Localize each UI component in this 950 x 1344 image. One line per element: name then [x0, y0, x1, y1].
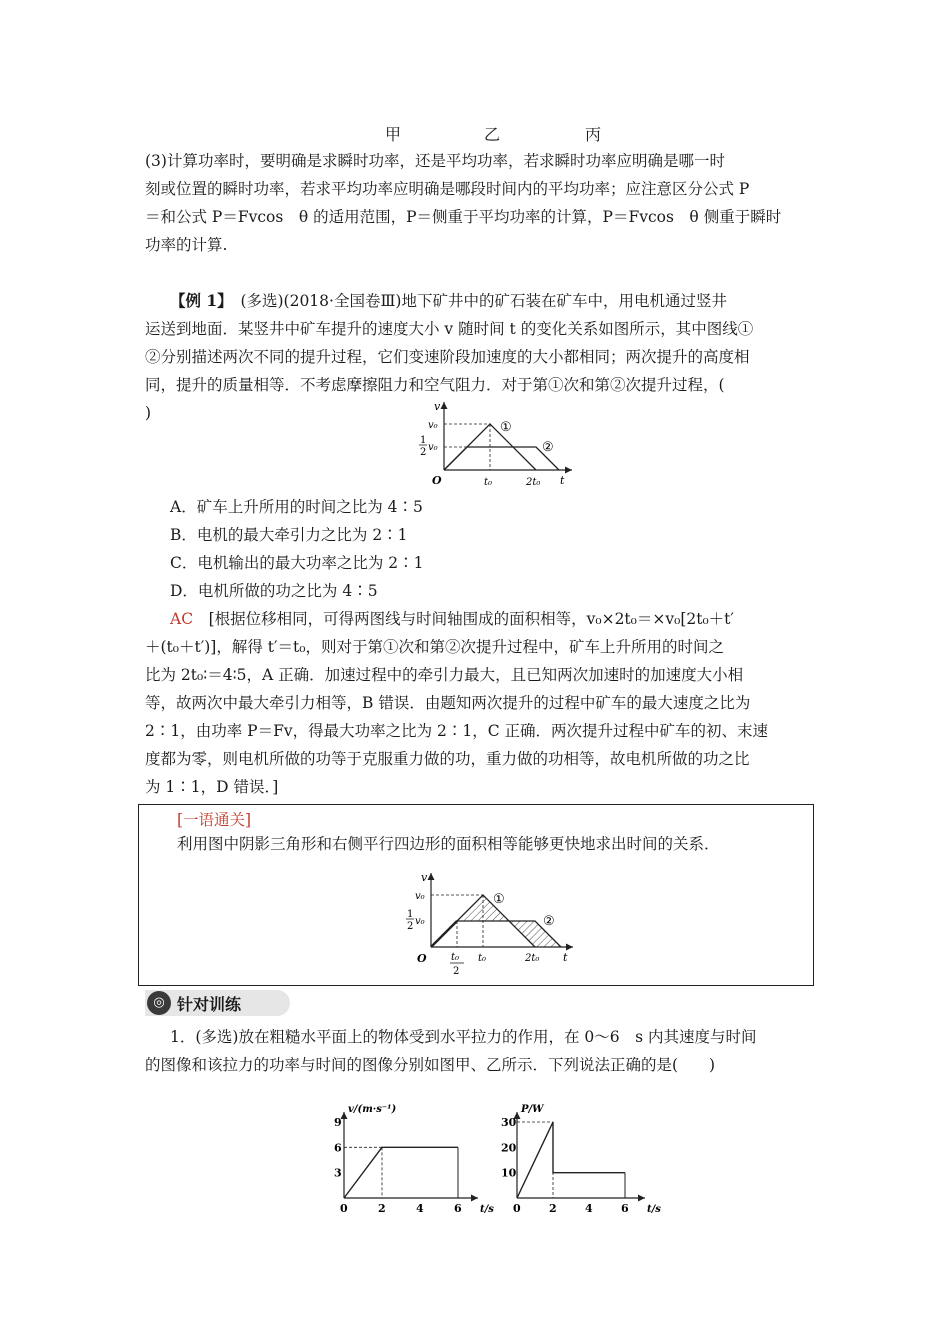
y-axis-label: v/(m·s⁻¹): [348, 1104, 397, 1115]
option-a: A．矿车上升所用的时间之比为 4∶5: [170, 498, 423, 516]
answer-text: [根据位移相同，可得两图线与时间轴围成的面积相等，v₀×2t₀＝×v₀[2t₀＋t′: [193, 610, 734, 628]
x-tick-label: 2: [549, 1202, 557, 1215]
tick-2t0: 2t₀: [526, 477, 541, 488]
curve-label-1: ①: [493, 892, 505, 907]
vt-graph-1: [410, 398, 580, 490]
x-tick-label: 0: [340, 1202, 348, 1215]
option-c: C．电机输出的最大功率之比为 2∶1: [170, 554, 424, 572]
chart-velocity: [312, 1104, 494, 1215]
series-line: [517, 1122, 625, 1198]
x-tick-label: 0: [513, 1202, 521, 1215]
caption-bing: 丙: [585, 125, 602, 144]
x-label: t: [563, 951, 568, 964]
x-tick-label: 4: [416, 1202, 424, 1215]
answer-key: AC: [170, 610, 194, 628]
x-label: t: [560, 474, 565, 487]
origin-label: O: [432, 474, 442, 487]
example-line: 同，提升的质量相等．不考虑摩擦阻力和空气阻力．对于第①次和第②次提升过程，(: [145, 376, 725, 394]
x-axis-label: t/s: [480, 1204, 494, 1215]
y-tick-label: 10: [501, 1166, 517, 1180]
tip-text: 利用图中阴影三角形和右侧平行四边形的面积相等能够更快地求出时间的关系．: [177, 835, 720, 853]
answer-line: 比为 2t₀∶＝4∶5，A 正确．加速过程中的牵引力最大，且已知两次加速时的加速度大小相: [145, 666, 744, 684]
example-text: (多选)(2018·全国卷Ⅲ)地下矿井中的矿石装在矿车中，用电机通过竖井: [224, 292, 727, 310]
answer-line: 2∶1，由功率 P＝Fv，得最大功率之比为 2∶1，C 正确．两次提升过程中矿车的初、末速: [145, 722, 769, 740]
half-num: 1: [407, 909, 414, 920]
answer-line: 度都为零，则电机所做的功等于克服重力做的功，重力做的功相等，故电机所做的功之比: [145, 750, 750, 768]
answer-line: 为 1∶1，D 错误．]: [145, 778, 279, 796]
y-tick-label: 30: [501, 1116, 517, 1129]
curve-label-2: ②: [543, 914, 555, 929]
example-line: 运送到地面．某竖井中矿车提升的速度大小 v 随时间 t 的变化关系如图所示，其中图线①: [145, 320, 754, 338]
section-badge: [145, 990, 290, 1016]
tick-t0: t₀: [478, 953, 487, 964]
q1-line: 1．(多选)放在粗糙水平面上的物体受到水平拉力的作用，在 0～6 s 内其速度与时间: [170, 1028, 757, 1046]
para3-line: (3)计算功率时，要明确是求瞬时功率，还是平均功率，若求瞬时功率应明确是哪一时: [145, 152, 725, 170]
half-num: 1: [420, 435, 427, 446]
x-tick-label: 6: [454, 1202, 462, 1215]
para3-line: 功率的计算.: [145, 236, 228, 254]
series-line: [344, 1147, 458, 1198]
y-tick-label: 20: [501, 1141, 517, 1155]
v0-label: v₀: [428, 442, 438, 453]
tick-t0-half-den: 2: [453, 966, 460, 977]
y-tick-label: 9: [334, 1116, 342, 1129]
vt-graph-shaded: [383, 867, 579, 977]
v0-label: v₀: [415, 891, 425, 902]
answer-intro: [170, 608, 830, 630]
chart-power: [490, 1104, 665, 1215]
section-title: 针对训练: [177, 995, 242, 1014]
tick-t0-half-num: t₀: [451, 952, 460, 963]
y-tick-label: 3: [334, 1166, 342, 1180]
half-den: 2: [407, 921, 414, 932]
v0-label: v₀: [428, 420, 438, 431]
tip-box: [138, 804, 814, 986]
origin-label: O: [417, 952, 427, 965]
y-label: v: [421, 871, 428, 884]
y-label: v: [434, 400, 441, 413]
example-intro: [170, 290, 830, 312]
answer-line: 等，故两次中最大牵引力相等，B 错误．由题知两次提升的过程中矿车的最大速度之比为: [145, 694, 751, 712]
x-tick-label: 4: [585, 1202, 593, 1215]
y-tick-label: 6: [334, 1141, 342, 1155]
v0-label: v₀: [415, 916, 425, 927]
x-axis-label: t/s: [647, 1204, 661, 1215]
x-tick-label: 2: [378, 1202, 386, 1215]
para3-line: 刻或位置的瞬时功率，若求平均功率应明确是哪段时间内的平均功率；应注意区分公式 P: [145, 180, 750, 198]
example-line: ②分别描述两次不同的提升过程，它们变速阶段加速度的大小都相同；两次提升的高度相: [145, 348, 750, 366]
answer-line: ＋(t₀＋t′)]，解得 t′＝t₀，则对于第①次和第②次提升过程中，矿车上升所用的时间之: [145, 638, 724, 656]
caption-jia: 甲: [385, 125, 402, 144]
curve-label-2: ②: [542, 440, 554, 455]
x-tick-label: 6: [621, 1202, 629, 1215]
q1-line: 的图像和该拉力的功率与时间的图像分别如图甲、乙所示．下列说法正确的是( ): [145, 1056, 716, 1074]
half-den: 2: [420, 447, 427, 458]
y-axis-label: P/W: [521, 1104, 544, 1115]
caption-yi: 乙: [484, 125, 501, 144]
tip-title: [一语通关]: [177, 811, 252, 829]
example-tag: 【例 1】: [170, 291, 225, 310]
option-d: D．电机所做的功之比为 4∶5: [170, 582, 378, 600]
option-b: B．电机的最大牵引力之比为 2∶1: [170, 526, 408, 544]
para3-line: ＝和公式 P＝Fvcos θ 的适用范围，P＝侧重于平均功率的计算，P＝Fvcos θ 侧重于瞬时: [145, 208, 782, 226]
curve-label-1: ①: [500, 420, 512, 435]
tick-2t0: 2t₀: [525, 953, 540, 964]
example-line: ): [145, 404, 152, 422]
tick-t0: t₀: [484, 477, 493, 488]
target-icon: ◎: [147, 991, 171, 1015]
